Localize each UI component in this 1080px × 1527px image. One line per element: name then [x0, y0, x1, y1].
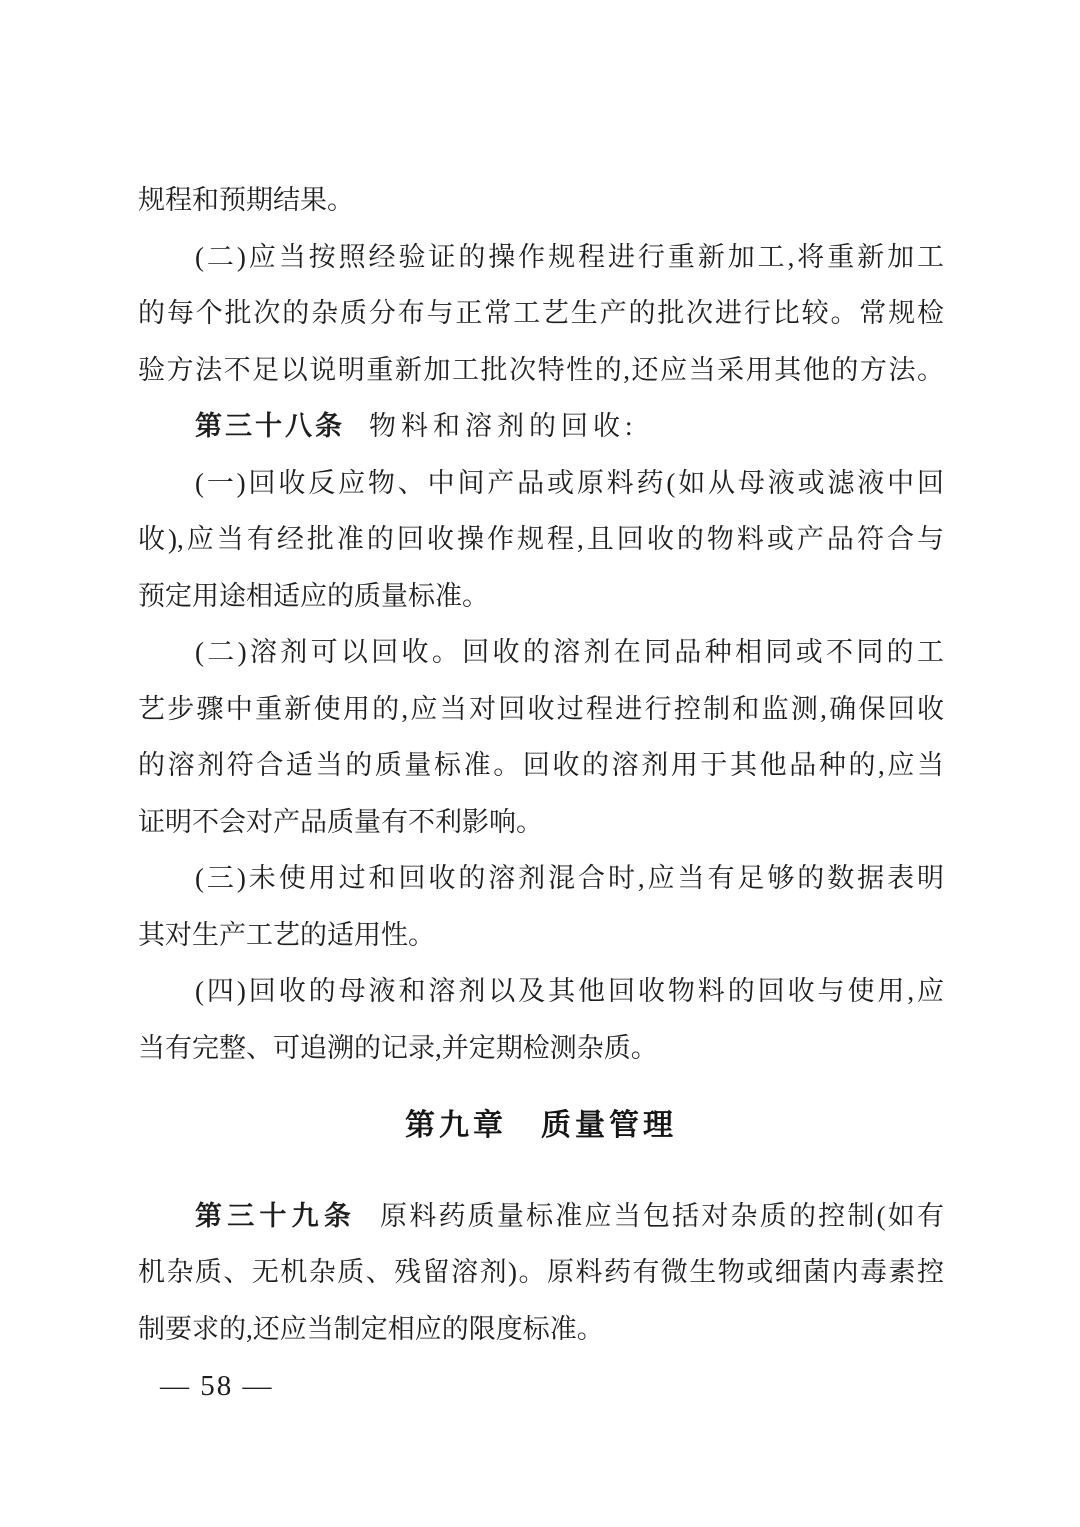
- text-line: 证明不会对产品质量有不利影响。: [138, 806, 543, 837]
- text-line: (三)未使用过和回收的溶剂混合时,应当有足够的数据表明: [195, 863, 944, 893]
- article-38-number: 第三十八条: [195, 411, 345, 441]
- paragraph-a38-item4: [138, 963, 944, 1076]
- paragraph-a38-item1: [138, 455, 944, 625]
- text-line: 预定用途相适应的质量标准。: [138, 580, 489, 611]
- text-line: 其对生产工艺的适用性。: [138, 919, 435, 950]
- paragraph-carryover: [138, 172, 944, 229]
- text-line: 的每个批次的杂质分布与正常工艺生产的批次进行比较。常规检: [138, 298, 944, 328]
- article-38-heading: [138, 398, 944, 455]
- article-39: [138, 1188, 944, 1358]
- text-line: 的溶剂符合适当的质量标准。回收的溶剂用于其他品种的,应当: [138, 750, 944, 780]
- text-line: 机杂质、无机杂质、残留溶剂)。原料药有微生物或细菌内毒素控: [138, 1257, 944, 1287]
- page-content: [138, 172, 944, 1357]
- paragraph-rework-item2: [138, 229, 944, 399]
- text-line: 艺步骤中重新使用的,应当对回收过程进行控制和监测,确保回收: [138, 693, 944, 724]
- page-number: — 58 —: [160, 1370, 274, 1402]
- article-38-title: 物料和溶剂的回收:: [369, 411, 638, 441]
- text-line: 当有完整、可追溯的记录,并定期检测杂质。: [138, 1032, 658, 1063]
- text-line: (一)回收反应物、中间产品或原料药(如从母液或滤液中回: [195, 467, 944, 498]
- article-39-number: 第三十九条: [195, 1200, 357, 1231]
- text-line: 制要求的,还应当制定相应的限度标准。: [138, 1313, 604, 1344]
- article-38: [138, 398, 944, 1076]
- text-line: 规程和预期结果。: [138, 185, 354, 215]
- paragraph-a38-item3: [138, 850, 944, 963]
- text-line: (二)溶剂可以回收。回收的溶剂在同品种相同或不同的工: [195, 637, 944, 667]
- text-line: (四)回收的母液和溶剂以及其他回收物料的回收与使用,应: [195, 976, 944, 1006]
- chapter-9-heading: 第九章 质量管理: [405, 1109, 677, 1142]
- text-line: 验方法不足以说明重新加工批次特性的,还应当采用其他的方法。: [138, 354, 944, 385]
- article-39-text: 原料药质量标准应当包括对杂质的控制(如有: [380, 1200, 944, 1231]
- paragraph-a38-item2: [138, 624, 944, 850]
- text-line: 收),应当有经批准的回收操作规程,且回收的物料或产品符合与: [138, 524, 944, 554]
- text-line: (二)应当按照经验证的操作规程进行重新加工,将重新加工: [195, 241, 944, 272]
- article-39-first-line: [138, 1188, 944, 1245]
